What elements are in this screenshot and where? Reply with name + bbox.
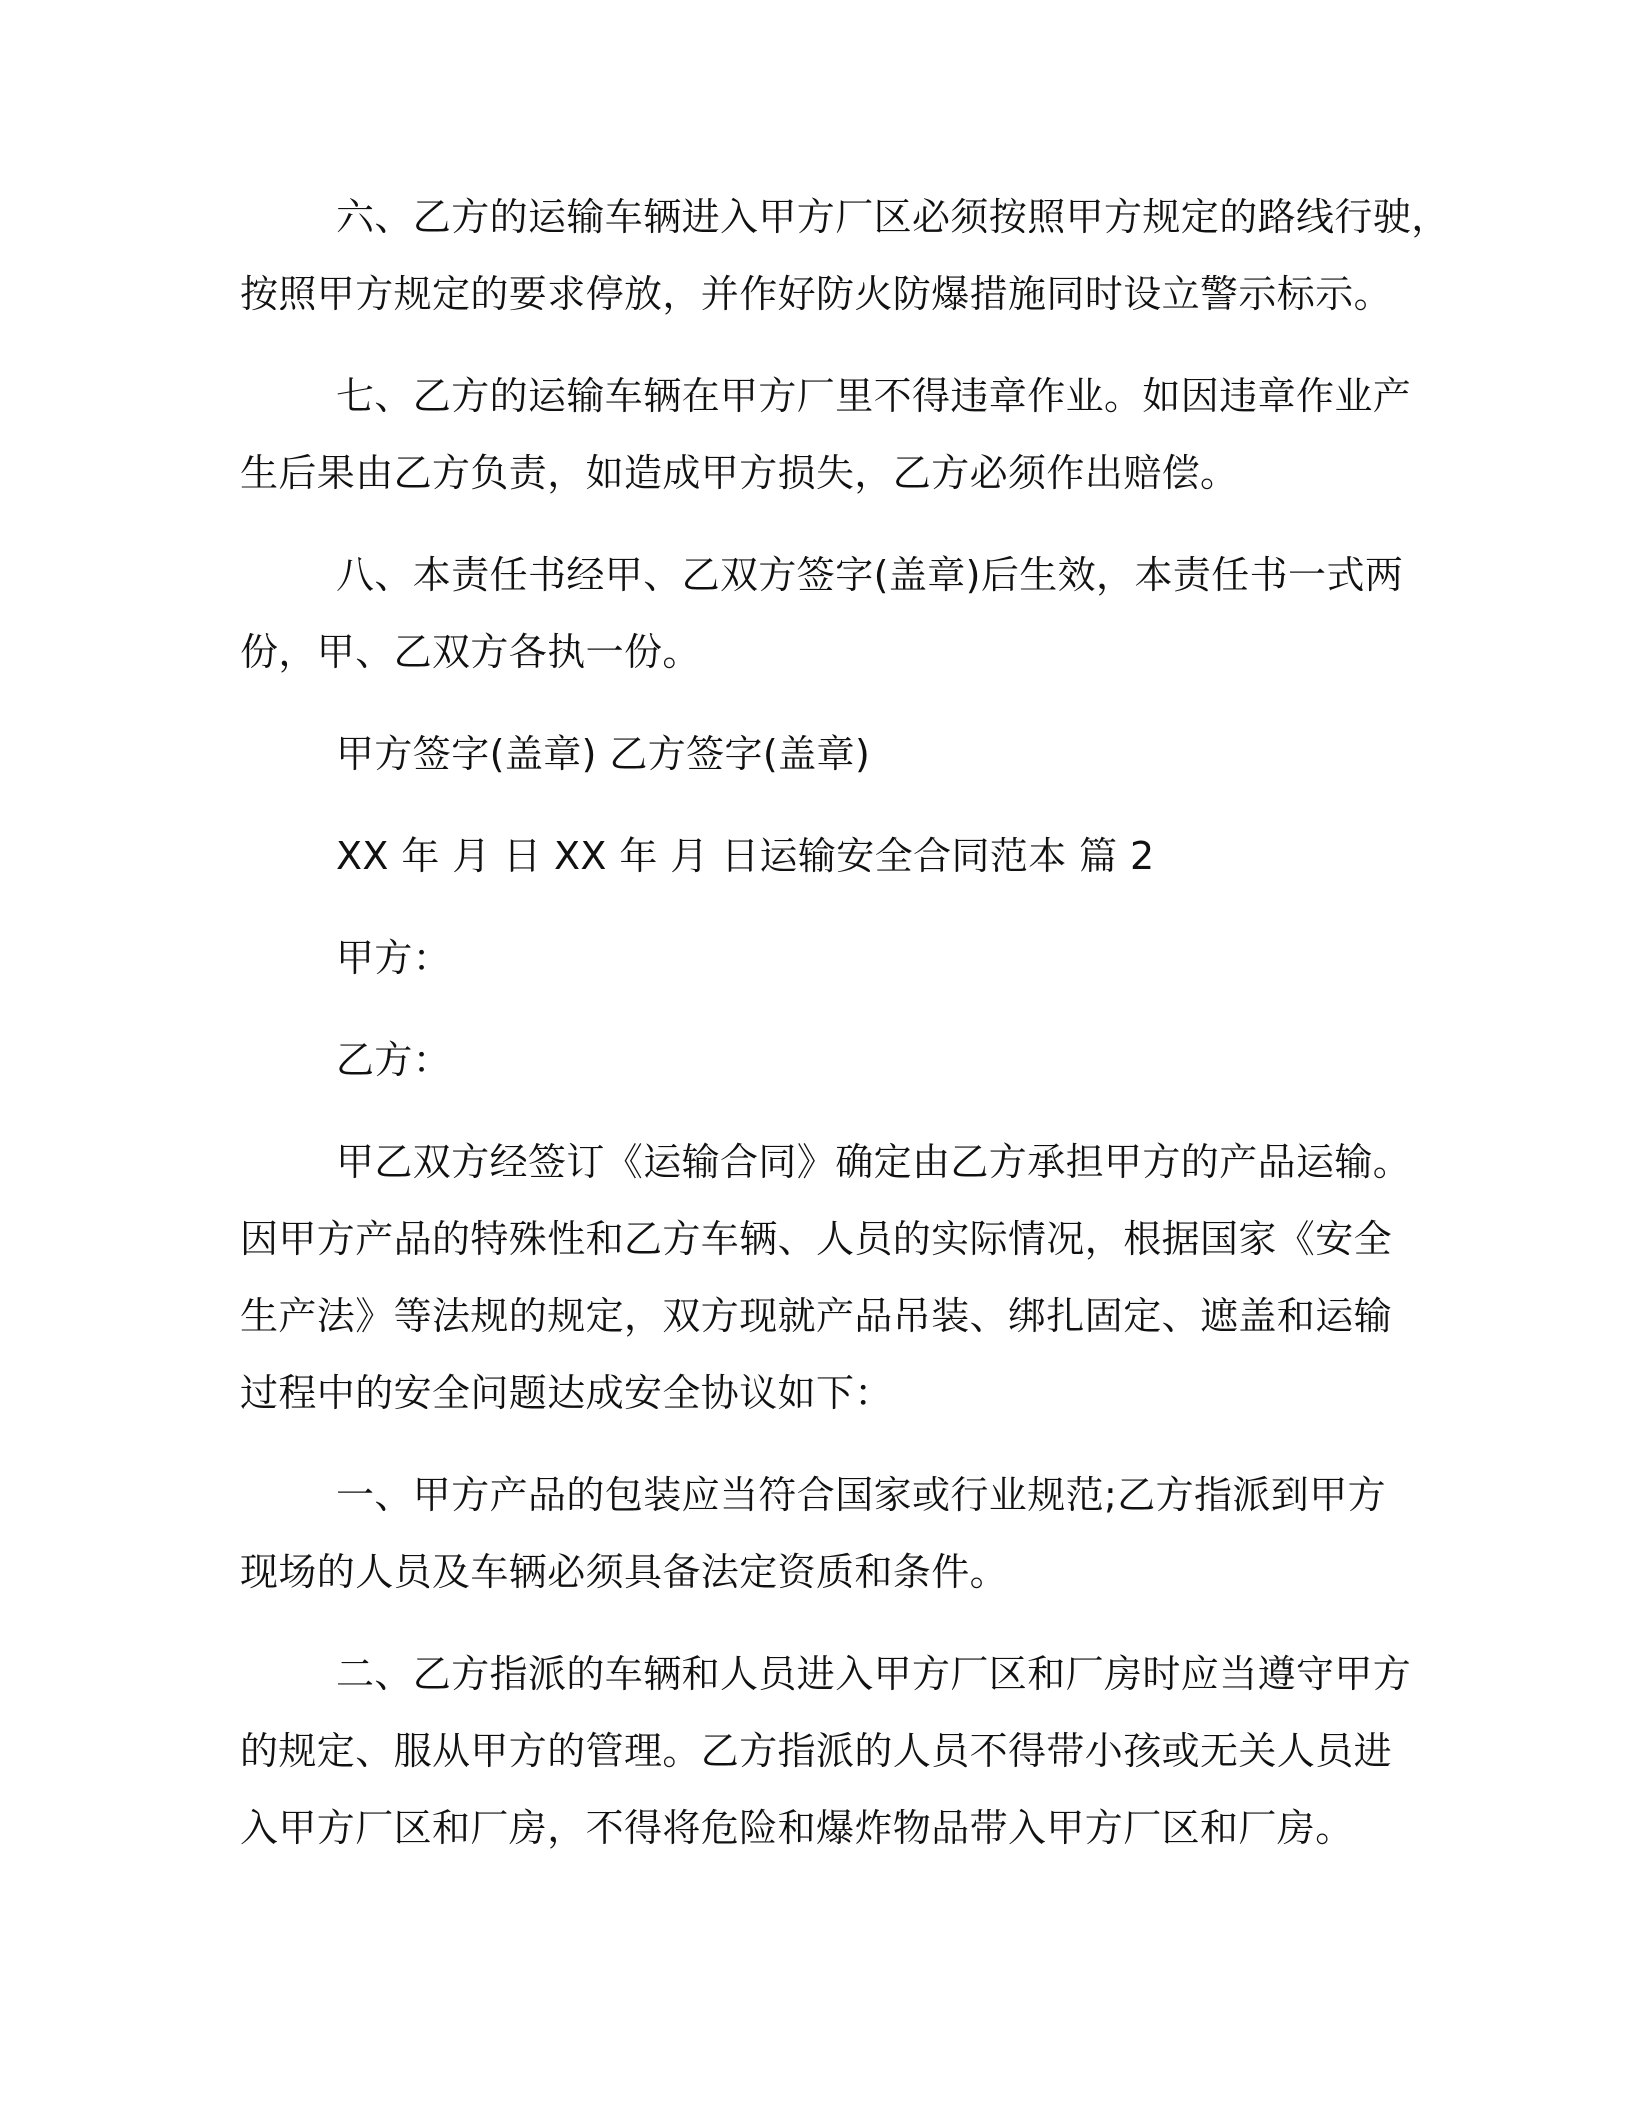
clause-2-line-3: 入甲方厂区和厂房，不得将危险和爆炸物品带入甲方厂区和厂房。: [240, 1806, 1354, 1850]
preamble-line-3: 生产法》等法规的规定，双方现就产品吊装、绑扎固定、遮盖和运输: [240, 1294, 1393, 1338]
clause-1-line-2: 现场的人员及车辆必须具备法定资质和条件。: [240, 1550, 1009, 1594]
clause-7-line-2: 生后果由乙方负责，如造成甲方损失，乙方必须作出赔偿。: [240, 451, 1239, 495]
date-and-title-line: XX 年 月 日 XX 年 月 日运输安全合同范本 篇 2: [336, 834, 1155, 878]
signature-line: 甲方签字(盖章) 乙方签字(盖章): [336, 732, 871, 776]
preamble-line-4: 过程中的安全问题达成安全协议如下：: [240, 1371, 893, 1415]
party-b-label: 乙方：: [336, 1038, 452, 1082]
clause-8-line-2: 份，甲、乙双方各执一份。: [240, 630, 701, 674]
clause-8-line-1: 八、本责任书经甲、乙双方签字(盖章)后生效，本责任书一式两: [336, 553, 1404, 597]
party-a-label: 甲方：: [336, 936, 452, 980]
preamble-line-1: 甲乙双方经签订《运输合同》确定由乙方承担甲方的产品运输。: [336, 1140, 1412, 1184]
clause-6-line-2: 按照甲方规定的要求停放，并作好防火防爆措施同时设立警示标示。: [240, 272, 1393, 316]
clause-2-line-2: 的规定、服从甲方的管理。乙方指派的人员不得带小孩或无关人员进: [240, 1729, 1393, 1773]
clause-6-line-1: 六、乙方的运输车辆进入甲方厂区必须按照甲方规定的路线行驶，: [336, 195, 1450, 239]
clause-7-line-1: 七、乙方的运输车辆在甲方厂里不得违章作业。如因违章作业产: [336, 374, 1412, 418]
document-body: [240, 0, 1450, 2112]
preamble-line-2: 因甲方产品的特殊性和乙方车辆、人员的实际情况，根据国家《安全: [240, 1217, 1393, 1261]
clause-2-line-1: 二、乙方指派的车辆和人员进入甲方厂区和厂房时应当遵守甲方: [336, 1652, 1412, 1696]
clause-1-line-1: 一、甲方产品的包装应当符合国家或行业规范;乙方指派到甲方: [336, 1473, 1387, 1517]
